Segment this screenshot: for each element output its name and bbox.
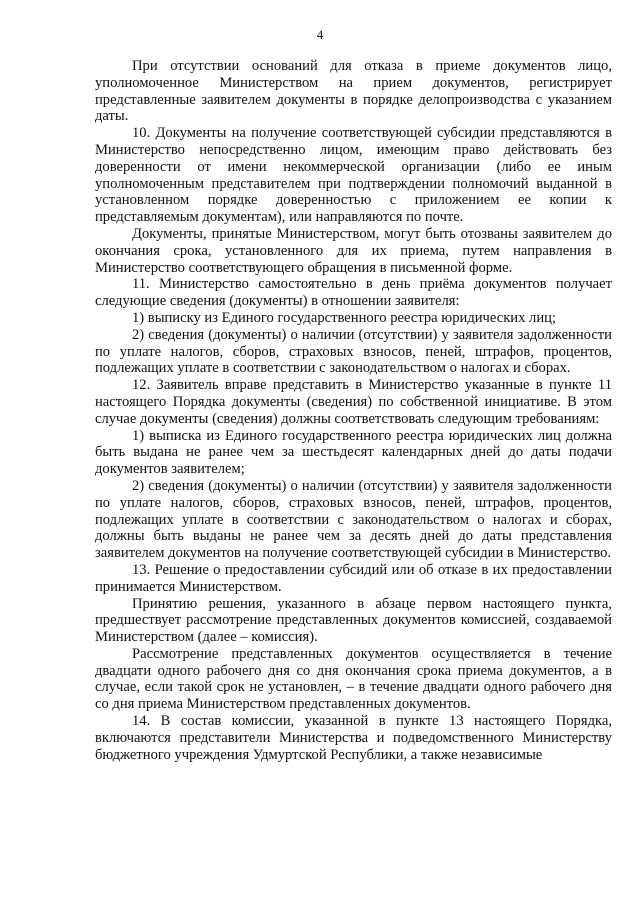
paragraph-decision: Принятию решения, указанного в абзаце первом настоящего пункта, предшествует рассмотрение представленных документов комиссией, создаваемой Министерством (далее – комиссия). <box>95 595 612 646</box>
paragraph-withdrawal: Документы, принятые Министерством, могут быть отозваны заявителем до окончания срока, установленного для их приема, путем направления в Министерство соответствующего обращения в письменной форме. <box>95 225 612 276</box>
paragraph-item-11: 11. Министерство самостоятельно в день приёма документов получает следующие сведения (документы) в отношении заявителя: <box>95 276 612 310</box>
paragraph-item-12: 12. Заявитель вправе представить в Министерство указанные в пункте 11 настоящего Порядка документы (сведения) по собственной инициативе. В этом случае документы (сведения) должны соответствовать следующим требованиям: <box>95 377 612 427</box>
paragraph-item-12-sub-1: 1) выписка из Единого государственного реестра юридических лиц должна быть выдана не ранее чем за шестьдесят календарных дней до даты подачи документов заявителем; <box>95 427 612 478</box>
paragraph-item-11-sub-2: 2) сведения (документы) о наличии (отсутствии) у заявителя задолженности по уплате налогов, сборов, страховых взносов, пеней, штрафов, процентов, подлежащих уплате в соответствии с законодательством о налогах и сборах. <box>95 326 612 377</box>
paragraph-item-11-sub-1: 1) выписку из Единого государственного реестра юридических лиц; <box>132 309 557 326</box>
paragraph-registration: При отсутствии оснований для отказа в приеме документов лицо, уполномоченное Министерством на прием документов, регистрирует представленные заявителем документы в порядке делопроизводства с указанием даты. <box>95 58 612 125</box>
paragraph-item-12-sub-2: 2) сведения (документы) о наличии (отсутствии) у заявителя задолженности по уплате налогов, сборов, страховых взносов, пеней, штрафов, процентов, подлежащих уплате в соответствии с законодательством о налогах и сборах, должны быть выданы не ранее чем за десять дней до даты представления заявителем документов на получение соответствующей субсидии в Министерство. <box>95 477 612 562</box>
page-number: 4 <box>316 27 324 42</box>
paragraph-item-13: 13. Решение о предоставлении субсидий или об отказе в их предоставлении принимается Министерством. <box>95 561 612 595</box>
paragraph-review-period: Рассмотрение представленных документов осуществляется в течение двадцати одного рабочего дня со дня окончания срока приема документов, а в случае, если такой срок не установлен, – в течение двадцати одного рабочего дня со дня приема Министерством представленных документов. <box>95 645 612 713</box>
paragraph-item-10: 10. Документы на получение соответствующей субсидии представляются в Министерство непосредственно лицом, имеющим право действовать без доверенности от имени некоммерческой организации (либо ее иным уполномоченным представителем при подтверждении полномочий выданной в установленном порядке доверенностью с приложением ее копии к представляемым документам), или направляются по почте. <box>95 125 612 226</box>
paragraph-item-14: 14. В состав комиссии, указанной в пункте 13 настоящего Порядка, включаются представители Министерства и подведомственного Министерству бюджетного учреждения Удмуртской Республики, а также независимые <box>95 713 612 763</box>
document-body <box>95 58 612 763</box>
